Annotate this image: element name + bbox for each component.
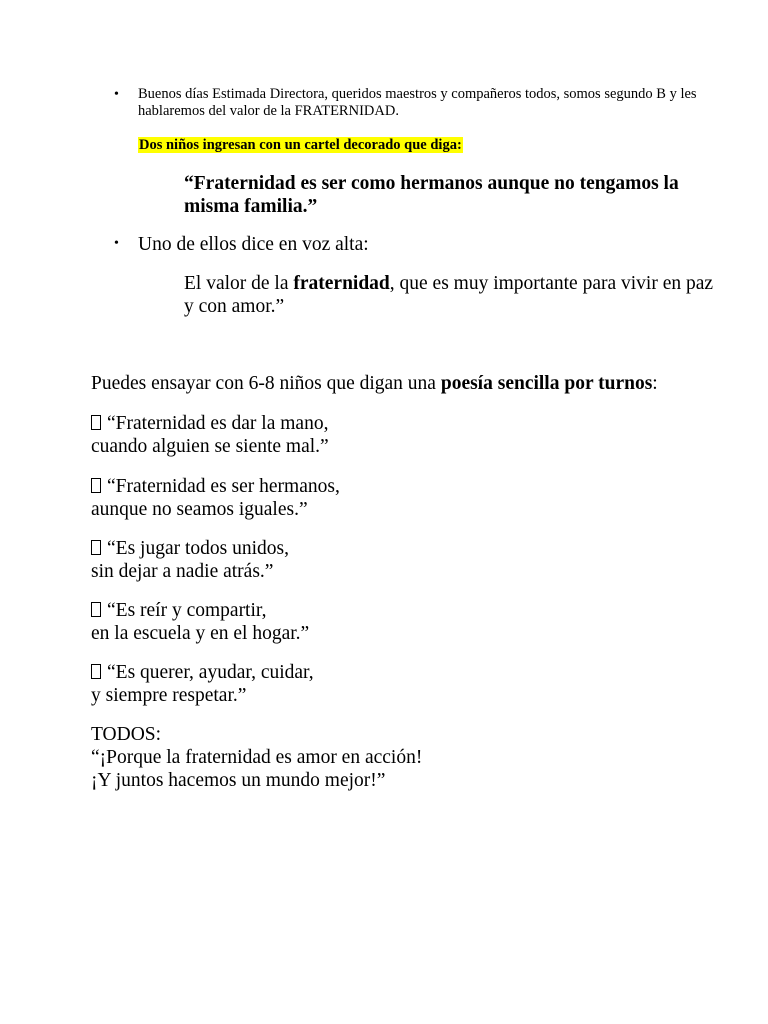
value-statement-bold: fraternidad	[293, 273, 390, 294]
poem-stanza	[91, 412, 731, 458]
stanza-text: “Fraternidad es ser hermanos,	[107, 476, 340, 497]
poem-stanza	[91, 475, 731, 521]
stanza-line-1	[91, 661, 731, 684]
value-statement-after: , que es muy importante para vivir en paz y con amor.”	[184, 273, 714, 317]
poem-stanza	[91, 599, 731, 645]
stanza-line-1	[91, 412, 731, 435]
closing-line-1: “¡Porque la fraternidad es amor en acción!	[91, 747, 423, 768]
poem-stanza	[91, 661, 731, 707]
stanza-text: “Es querer, ayudar, cuidar,	[107, 662, 314, 683]
missing-glyph-icon	[91, 664, 101, 679]
value-statement-before: El valor de la	[184, 273, 294, 294]
closing-block	[91, 723, 731, 792]
instruction-paragraph	[91, 372, 731, 395]
instruction-bold: poesía sencilla por turnos	[440, 373, 653, 394]
stanza-line-1	[91, 599, 731, 622]
stanza-text: “Es jugar todos unidos,	[107, 538, 289, 559]
poem-stanza	[91, 537, 731, 583]
closing-line-2: ¡Y juntos hacemos un mundo mejor!”	[91, 770, 386, 791]
stanza-line-1	[91, 475, 731, 498]
missing-glyph-icon	[91, 540, 101, 555]
stanza-text: “Es reír y compartir,	[107, 600, 267, 621]
stanza-line-1	[91, 537, 731, 560]
highlighted-text: Dos niños ingresan con un cartel decorado que diga:	[139, 137, 462, 153]
bullet-marker: •	[114, 236, 119, 251]
closing-label: TODOS:	[91, 724, 162, 745]
missing-glyph-icon	[91, 602, 101, 617]
instruction-before: Puedes ensayar con 6-8 niños que digan una	[91, 373, 441, 394]
stanza-line-2: aunque no seamos iguales.”	[91, 499, 308, 520]
stanza-line-2: sin dejar a nadie atrás.”	[91, 561, 274, 582]
aloud-line: Uno de ellos dice en voz alta:	[138, 234, 369, 255]
stanza-line-2: en la escuela y en el hogar.”	[91, 623, 310, 644]
stanza-line-2: y siempre respetar.”	[91, 685, 247, 706]
stanza-text: “Fraternidad es dar la mano,	[107, 413, 329, 434]
stage-direction	[138, 137, 463, 154]
intro-paragraph: Buenos días Estimada Directora, queridos maestros y compañeros todos, somos segundo B y les hablaremos del valor de la FRATERNIDAD.	[138, 86, 697, 119]
bullet-marker: •	[114, 87, 119, 102]
missing-glyph-icon	[91, 478, 101, 493]
missing-glyph-icon	[91, 415, 101, 430]
sign-quote: “Fraternidad es ser como hermanos aunque no tengamos la misma familia.”	[184, 173, 679, 217]
value-statement	[184, 272, 724, 318]
instruction-after: :	[652, 373, 658, 394]
stanza-line-2: cuando alguien se siente mal.”	[91, 436, 329, 457]
